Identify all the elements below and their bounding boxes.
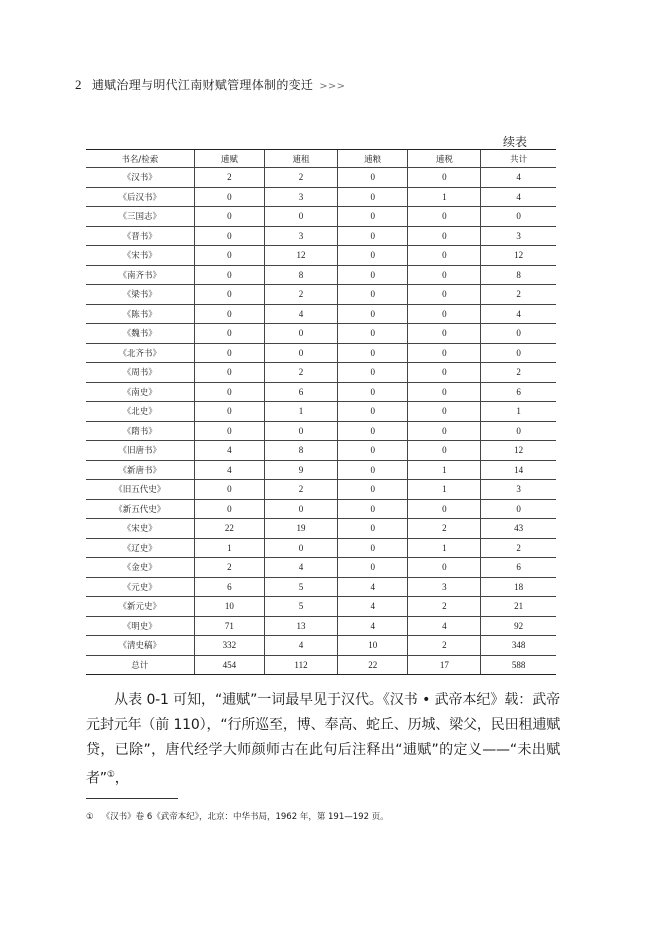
- book-name-cell: 《后汉书》: [86, 187, 194, 207]
- count-cell: 2: [408, 636, 481, 656]
- count-cell: 0: [337, 499, 408, 519]
- count-cell: 0: [408, 324, 481, 344]
- table-row: [86, 207, 556, 227]
- table-row: [86, 538, 556, 558]
- book-name-cell: 《宋书》: [86, 246, 194, 266]
- table-row: [86, 616, 556, 636]
- count-cell: 348: [481, 636, 556, 656]
- table-row: [86, 246, 556, 266]
- count-cell: 92: [481, 616, 556, 636]
- count-cell: 0: [337, 363, 408, 383]
- total-cell: 588: [481, 655, 556, 675]
- count-cell: 2: [265, 168, 338, 188]
- count-cell: 0: [481, 499, 556, 519]
- body-paragraph: [86, 688, 560, 792]
- count-cell: 0: [481, 421, 556, 441]
- table-header-row: [86, 150, 556, 168]
- book-name-cell: 《魏书》: [86, 324, 194, 344]
- total-cell: 17: [408, 655, 481, 675]
- count-cell: 0: [408, 402, 481, 422]
- count-cell: 0: [337, 187, 408, 207]
- count-cell: 0: [408, 382, 481, 402]
- footnote-divider: [86, 798, 178, 799]
- count-cell: 2: [408, 519, 481, 539]
- count-cell: 3: [481, 226, 556, 246]
- table-row: [86, 558, 556, 578]
- count-cell: 3: [265, 226, 338, 246]
- table-row: [86, 636, 556, 656]
- count-cell: 1: [408, 187, 481, 207]
- column-header: 逋租: [265, 150, 338, 168]
- count-cell: 0: [265, 499, 338, 519]
- count-cell: 4: [481, 304, 556, 324]
- count-cell: 2: [408, 597, 481, 617]
- table-row: [86, 480, 556, 500]
- count-cell: 0: [337, 285, 408, 305]
- count-cell: 2: [194, 558, 265, 578]
- count-cell: 8: [265, 265, 338, 285]
- header-title: 逋赋治理与明代江南财赋管理体制的变迁: [91, 78, 314, 92]
- count-cell: 0: [265, 343, 338, 363]
- count-cell: 6: [194, 577, 265, 597]
- count-cell: 0: [408, 441, 481, 461]
- table-row: [86, 226, 556, 246]
- count-cell: 0: [408, 207, 481, 227]
- count-cell: 1: [408, 480, 481, 500]
- count-cell: 0: [265, 538, 338, 558]
- count-cell: 0: [194, 304, 265, 324]
- count-cell: 0: [194, 187, 265, 207]
- count-cell: 1: [194, 538, 265, 558]
- total-row: [86, 655, 556, 675]
- running-header: [75, 76, 345, 93]
- count-cell: 4: [194, 441, 265, 461]
- book-name-cell: 《宋史》: [86, 519, 194, 539]
- count-cell: 0: [194, 343, 265, 363]
- footnote-mark: ①: [86, 812, 94, 822]
- table-row: [86, 343, 556, 363]
- count-cell: 8: [481, 265, 556, 285]
- book-name-cell: 《新唐书》: [86, 460, 194, 480]
- book-name-cell: 《汉书》: [86, 168, 194, 188]
- count-cell: 12: [265, 246, 338, 266]
- column-header: 逋赋: [194, 150, 265, 168]
- count-cell: 2: [481, 363, 556, 383]
- count-cell: 71: [194, 616, 265, 636]
- count-cell: 0: [337, 538, 408, 558]
- count-cell: 22: [194, 519, 265, 539]
- count-cell: 332: [194, 636, 265, 656]
- count-cell: 0: [408, 363, 481, 383]
- book-name-cell: 《辽史》: [86, 538, 194, 558]
- count-cell: 0: [408, 226, 481, 246]
- count-cell: 0: [408, 168, 481, 188]
- book-name-cell: 《清史稿》: [86, 636, 194, 656]
- table-row: [86, 499, 556, 519]
- count-cell: 1: [408, 538, 481, 558]
- count-cell: 0: [408, 265, 481, 285]
- count-cell: 0: [194, 499, 265, 519]
- count-cell: 0: [337, 246, 408, 266]
- book-name-cell: 《南史》: [86, 382, 194, 402]
- table-row: [86, 265, 556, 285]
- table-row: [86, 519, 556, 539]
- count-cell: 0: [194, 363, 265, 383]
- count-cell: 0: [337, 441, 408, 461]
- count-cell: 0: [194, 382, 265, 402]
- count-cell: 0: [337, 460, 408, 480]
- count-cell: 0: [408, 558, 481, 578]
- count-cell: 1: [481, 402, 556, 422]
- table-row: [86, 285, 556, 305]
- count-cell: 4: [337, 616, 408, 636]
- total-label-cell: 总计: [86, 655, 194, 675]
- count-cell: 10: [194, 597, 265, 617]
- count-cell: 4: [408, 616, 481, 636]
- table-row: [86, 304, 556, 324]
- count-cell: 0: [194, 480, 265, 500]
- count-cell: 0: [265, 324, 338, 344]
- count-cell: 3: [481, 480, 556, 500]
- book-name-cell: 《陈书》: [86, 304, 194, 324]
- column-header: 逋税: [408, 150, 481, 168]
- table-row: [86, 187, 556, 207]
- count-cell: 6: [481, 382, 556, 402]
- count-cell: 0: [337, 304, 408, 324]
- count-cell: 0: [408, 304, 481, 324]
- count-cell: 2: [265, 363, 338, 383]
- table-row: [86, 324, 556, 344]
- table-row: [86, 460, 556, 480]
- paragraph-text: 从表 0-1 可知，“逋赋”一词最早见于汉代。《汉书 • 武帝本纪》载：武帝元封元年（前 110），“行所巡至，博、奉高、蛇丘、历城、梁父，民田租逋赋贷，已除”，唐代经学大师颜师古在此句后注释出“逋赋”的定义——“未出赋者”: [86, 692, 560, 787]
- table-row: [86, 441, 556, 461]
- total-cell: 112: [265, 655, 338, 675]
- book-name-cell: 《隋书》: [86, 421, 194, 441]
- table-row: [86, 402, 556, 422]
- count-cell: 0: [194, 421, 265, 441]
- column-header: 共计: [481, 150, 556, 168]
- count-cell: 0: [265, 207, 338, 227]
- count-cell: 1: [265, 402, 338, 422]
- total-cell: 22: [337, 655, 408, 675]
- count-cell: 4: [481, 168, 556, 188]
- total-cell: 454: [194, 655, 265, 675]
- count-cell: 10: [337, 636, 408, 656]
- count-cell: 0: [408, 246, 481, 266]
- footnote: [86, 810, 389, 822]
- count-cell: 4: [265, 558, 338, 578]
- count-cell: 4: [337, 597, 408, 617]
- book-name-cell: 《新五代史》: [86, 499, 194, 519]
- count-cell: 2: [481, 538, 556, 558]
- count-cell: 3: [265, 187, 338, 207]
- count-cell: 4: [194, 460, 265, 480]
- count-cell: 0: [337, 324, 408, 344]
- count-cell: 4: [337, 577, 408, 597]
- count-cell: 0: [337, 168, 408, 188]
- book-name-cell: 《金史》: [86, 558, 194, 578]
- count-cell: 5: [265, 577, 338, 597]
- book-name-cell: 《周书》: [86, 363, 194, 383]
- count-cell: 0: [481, 324, 556, 344]
- count-cell: 0: [337, 265, 408, 285]
- book-name-cell: 《新元史》: [86, 597, 194, 617]
- footnote-reference[interactable]: ①: [106, 770, 115, 780]
- count-cell: 3: [408, 577, 481, 597]
- book-name-cell: 《元史》: [86, 577, 194, 597]
- count-cell: 2: [265, 285, 338, 305]
- count-cell: 6: [265, 382, 338, 402]
- table-row: [86, 168, 556, 188]
- count-cell: 13: [265, 616, 338, 636]
- book-name-cell: 《北齐书》: [86, 343, 194, 363]
- count-cell: 4: [265, 304, 338, 324]
- paragraph-end: ，: [114, 770, 129, 787]
- continued-label: 续表: [503, 135, 528, 149]
- count-cell: 8: [265, 441, 338, 461]
- count-cell: 0: [194, 402, 265, 422]
- table-row: [86, 363, 556, 383]
- book-name-cell: 《明史》: [86, 616, 194, 636]
- count-cell: 12: [481, 246, 556, 266]
- count-cell: 2: [265, 480, 338, 500]
- count-cell: 0: [337, 480, 408, 500]
- table-row: [86, 382, 556, 402]
- count-cell: 0: [337, 226, 408, 246]
- count-cell: 2: [194, 168, 265, 188]
- footnote-text: 《汉书》卷 6《武帝本纪》，北京：中华书局，1962 年，第 191—192 页。: [101, 812, 389, 822]
- count-cell: 0: [194, 285, 265, 305]
- table-row: [86, 577, 556, 597]
- book-name-cell: 《晋书》: [86, 226, 194, 246]
- count-cell: 0: [194, 246, 265, 266]
- count-cell: 0: [194, 324, 265, 344]
- count-cell: 19: [265, 519, 338, 539]
- book-name-cell: 《旧五代史》: [86, 480, 194, 500]
- count-cell: 5: [265, 597, 338, 617]
- book-name-cell: 《南齐书》: [86, 265, 194, 285]
- count-cell: 0: [194, 207, 265, 227]
- header-arrows: >>>: [319, 81, 346, 92]
- count-cell: 0: [337, 343, 408, 363]
- count-cell: 1: [408, 460, 481, 480]
- count-cell: 9: [265, 460, 338, 480]
- book-name-cell: 《北史》: [86, 402, 194, 422]
- count-cell: 14: [481, 460, 556, 480]
- count-cell: 21: [481, 597, 556, 617]
- count-cell: 0: [337, 421, 408, 441]
- count-cell: 0: [337, 519, 408, 539]
- table-row: [86, 421, 556, 441]
- count-cell: 0: [194, 226, 265, 246]
- page-number: 2: [75, 77, 82, 92]
- count-cell: 18: [481, 577, 556, 597]
- column-header: 逋粮: [337, 150, 408, 168]
- count-cell: 0: [265, 421, 338, 441]
- count-cell: 2: [481, 285, 556, 305]
- count-cell: 0: [337, 382, 408, 402]
- count-cell: 0: [194, 265, 265, 285]
- count-cell: 0: [337, 207, 408, 227]
- count-cell: 0: [337, 402, 408, 422]
- count-cell: 0: [408, 285, 481, 305]
- count-cell: 0: [408, 499, 481, 519]
- column-header: 书名/检索: [86, 150, 194, 168]
- count-cell: 0: [481, 207, 556, 227]
- count-cell: 0: [408, 343, 481, 363]
- count-cell: 0: [408, 421, 481, 441]
- count-cell: 43: [481, 519, 556, 539]
- book-name-cell: 《旧唐书》: [86, 441, 194, 461]
- statistics-table: [86, 149, 556, 675]
- book-name-cell: 《三国志》: [86, 207, 194, 227]
- count-cell: 0: [337, 558, 408, 578]
- table-row: [86, 597, 556, 617]
- count-cell: 4: [481, 187, 556, 207]
- count-cell: 12: [481, 441, 556, 461]
- count-cell: 4: [265, 636, 338, 656]
- count-cell: 0: [481, 343, 556, 363]
- count-cell: 6: [481, 558, 556, 578]
- book-name-cell: 《梁书》: [86, 285, 194, 305]
